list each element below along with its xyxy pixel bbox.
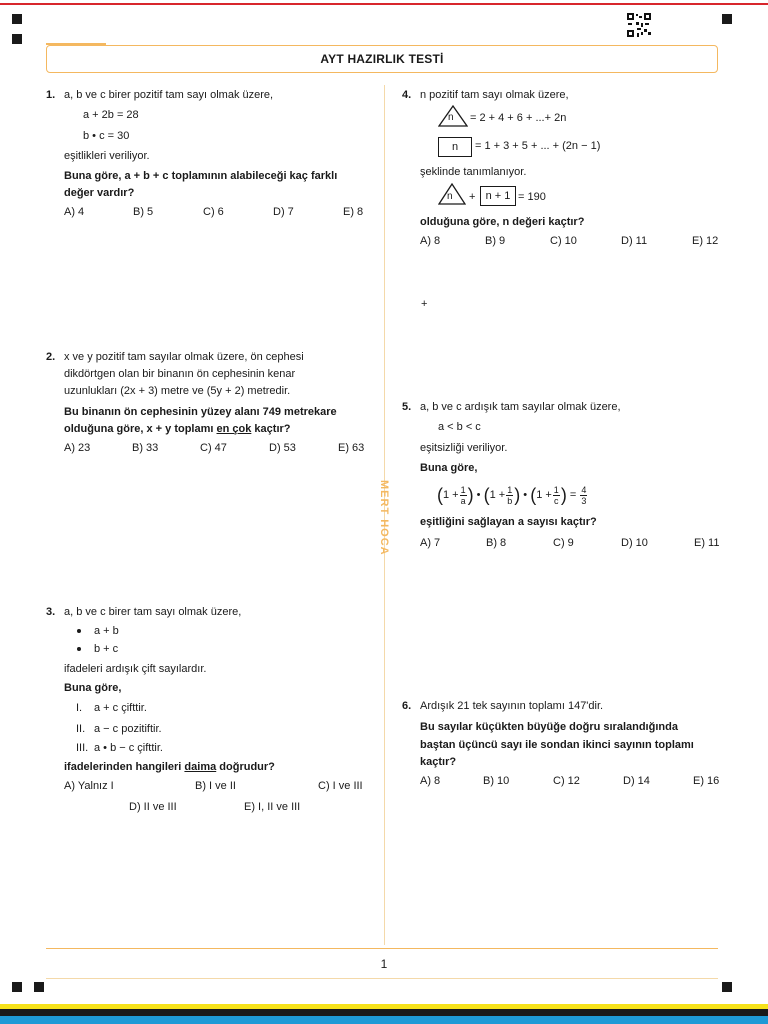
- question-stem: [64, 760, 275, 774]
- footer-stripe-black: [0, 1009, 768, 1016]
- operator: +: [469, 191, 476, 203]
- question-stem: Buna göre,: [420, 462, 478, 474]
- bullet: [77, 647, 81, 651]
- option-d[interactable]: D) II ve III: [129, 801, 177, 813]
- question-stem: Buna göre, a + b + c toplamının alabileceği kaç farklı: [64, 170, 338, 182]
- option-d[interactable]: D) 10: [621, 537, 648, 549]
- corner-marker: [722, 982, 732, 992]
- fraction: $\frac{4}{3}$: [581, 484, 587, 506]
- question-text: dikdörtgen olan bir binanın ön cephesinin kenar: [64, 368, 296, 380]
- question-stem: baştan üçüncü sayı ile sondan ikinci sayının toplamı: [420, 739, 694, 751]
- question-text: eşitlikleri veriliyor.: [64, 150, 150, 162]
- question-stem: olduğuna göre, n değeri kaçtır?: [420, 216, 585, 228]
- question-text: ifadeleri ardışık çift sayılardır.: [64, 663, 207, 675]
- corner-marker: [34, 982, 44, 992]
- option-c[interactable]: C) 47: [200, 442, 227, 454]
- emphasis: daima: [184, 761, 217, 773]
- question-stem: Buna göre,: [64, 682, 122, 694]
- option-a[interactable]: A) 8: [420, 775, 441, 787]
- question-text: n pozitif tam sayı olmak üzere,: [420, 89, 569, 101]
- stray-mark: +: [421, 298, 428, 310]
- option-c[interactable]: C) 9: [553, 537, 574, 549]
- statement-label: III.: [76, 742, 89, 754]
- option-a[interactable]: A) 8: [420, 235, 441, 247]
- question-text: uzunlukları (2x + 3) metre ve (5y + 2) metredir.: [64, 385, 291, 397]
- statement: a + c çifttir.: [94, 702, 147, 714]
- fraction: $\frac{1}{a}$: [460, 484, 466, 506]
- question-text: eşitsizliği veriliyor.: [420, 442, 508, 454]
- page-number: 1: [380, 957, 388, 971]
- question-stem: [64, 422, 291, 436]
- corner-marker: [722, 14, 732, 24]
- question-number: 5.: [402, 401, 412, 413]
- option-c[interactable]: C) 12: [553, 775, 580, 787]
- option-c[interactable]: C) 6: [203, 206, 224, 218]
- footer-stripe-blue: [0, 1016, 768, 1024]
- option-a[interactable]: A) 4: [64, 206, 85, 218]
- option-e[interactable]: E) 63: [338, 442, 365, 454]
- page-title: AYT HAZIRLIK TESTİ: [320, 52, 444, 66]
- question-stem: eşitliğini sağlayan a sayısı kaçtır?: [420, 516, 597, 528]
- option-d[interactable]: D) 14: [623, 775, 650, 787]
- expression: a + b: [94, 625, 119, 637]
- stem-part: ifadelerinden hangileri: [64, 761, 182, 773]
- equation: = 190: [518, 191, 546, 203]
- option-b[interactable]: B) I ve II: [195, 780, 236, 792]
- option-e[interactable]: E) 8: [343, 206, 364, 218]
- footer-rule: [46, 978, 718, 979]
- corner-marker: [12, 14, 22, 24]
- statement: a − c pozitiftir.: [94, 723, 162, 735]
- option-c[interactable]: C) 10: [550, 235, 577, 247]
- question-stem: Bu sayılar küçükten büyüğe doğru sıralandığında: [420, 721, 678, 733]
- stem-part: kaçtır?: [254, 423, 291, 435]
- equation: b • c = 30: [83, 130, 130, 142]
- brand-watermark: MERT HOCA: [378, 480, 390, 556]
- expression: b + c: [94, 643, 119, 655]
- statement: a • b − c çifttir.: [94, 742, 163, 754]
- emphasis: en çok: [216, 423, 252, 435]
- fraction: $\frac{1}{b}$: [507, 484, 513, 506]
- page-header: [46, 45, 718, 73]
- option-b[interactable]: B) 5: [133, 206, 154, 218]
- definition: = 2 + 4 + 6 + ...+ 2n: [470, 112, 567, 124]
- question-text: x ve y pozitif tam sayılar olmak üzere, ön cephesi: [64, 351, 304, 363]
- question-stem: değer vardır?: [64, 187, 135, 199]
- statement-label: I.: [76, 702, 83, 714]
- box-label: n + 1: [485, 190, 511, 202]
- definition: = 1 + 3 + 5 + ... + (2n − 1): [475, 140, 601, 152]
- question-text: şeklinde tanımlanıyor.: [420, 166, 527, 178]
- corner-marker: [12, 34, 22, 44]
- question-number: 4.: [402, 89, 412, 101]
- question-text: Ardışık 21 tek sayının toplamı 147'dir.: [420, 700, 604, 712]
- option-e[interactable]: E) 16: [693, 775, 720, 787]
- option-d[interactable]: D) 11: [621, 235, 648, 247]
- triangle-label: n: [448, 112, 454, 123]
- option-b[interactable]: B) 9: [485, 235, 506, 247]
- option-b[interactable]: B) 8: [486, 537, 507, 549]
- question-text: a, b ve c birer tam sayı olmak üzere,: [64, 606, 242, 618]
- option-a[interactable]: A) 23: [64, 442, 91, 454]
- footer-rule: [46, 948, 718, 949]
- option-a[interactable]: A) 7: [420, 537, 441, 549]
- inequality: a < b < c: [438, 421, 481, 433]
- product-expression: ( 1 + $\frac{1}{a}$ ) • ( 1 + $\frac{1}{b}$ ) • ( 1 + $\frac{1}{c}$ ) = $\frac{4}{3}$: [437, 484, 587, 506]
- stem-part: doğrudur?: [219, 761, 275, 773]
- option-c[interactable]: C) I ve III: [318, 780, 363, 792]
- box-symbol: [438, 137, 472, 157]
- qr-code-icon: [627, 13, 651, 37]
- option-b[interactable]: B) 33: [132, 442, 159, 454]
- option-a[interactable]: A) Yalnız I: [64, 780, 114, 792]
- equation: a + 2b = 28: [83, 109, 139, 121]
- question-number: 3.: [46, 606, 56, 618]
- corner-marker: [12, 982, 22, 992]
- question-text: a, b ve c birer pozitif tam sayı olmak üzere,: [64, 89, 274, 101]
- question-number: 1.: [46, 89, 56, 101]
- fraction: $\frac{1}{c}$: [553, 484, 559, 506]
- option-d[interactable]: D) 7: [273, 206, 294, 218]
- question-stem: Bu binanın ön cephesinin yüzey alanı 749 metrekare: [64, 406, 337, 418]
- triangle-label: n: [447, 191, 453, 202]
- box-symbol: [480, 186, 516, 206]
- option-e[interactable]: E) 11: [694, 537, 720, 549]
- option-b[interactable]: B) 10: [483, 775, 510, 787]
- question-text: a, b ve c ardışık tam sayılar olmak üzere,: [420, 401, 621, 413]
- question-number: 6.: [402, 700, 412, 712]
- option-e[interactable]: E) I, II ve III: [244, 801, 301, 813]
- option-d[interactable]: D) 53: [269, 442, 296, 454]
- question-stem: kaçtır?: [420, 756, 457, 768]
- bullet: [77, 629, 81, 633]
- stem-part: olduğuna göre, x + y toplamı: [64, 423, 214, 435]
- question-number: 2.: [46, 351, 56, 363]
- box-label: n: [451, 141, 459, 153]
- statement-label: II.: [76, 723, 86, 735]
- top-red-rule: [0, 3, 768, 5]
- option-e[interactable]: E) 12: [692, 235, 719, 247]
